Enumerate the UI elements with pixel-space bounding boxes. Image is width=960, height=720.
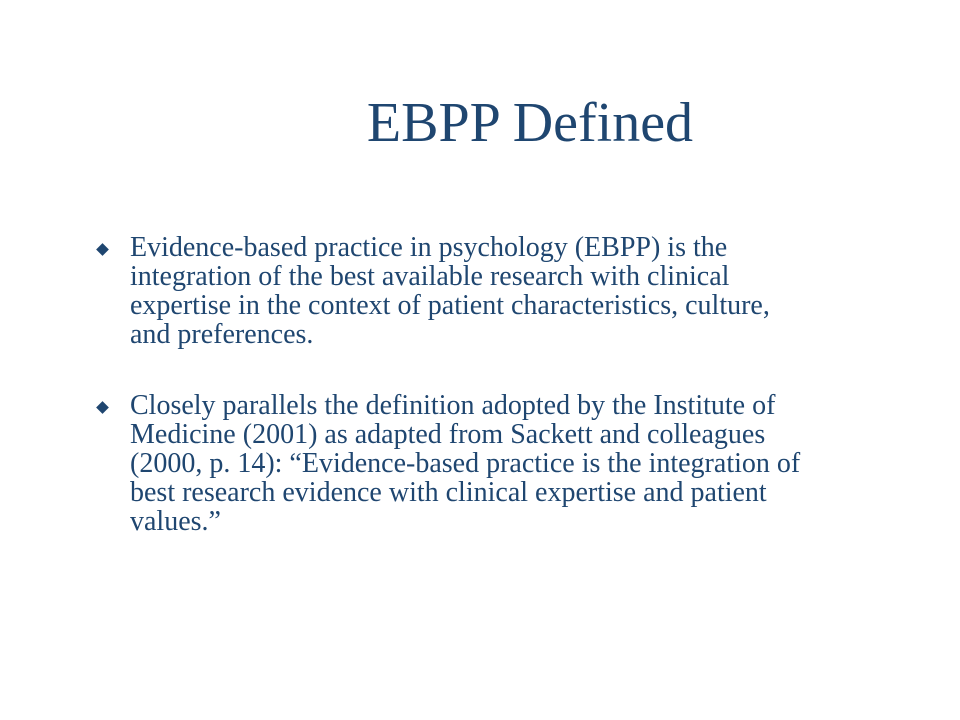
- bullet-line: (2000, p. 14): “Evidence-based practice is the integration of: [130, 448, 801, 479]
- diamond-bullet-icon: [96, 401, 109, 414]
- bullet-line: values.”: [130, 506, 221, 537]
- bullet-item: [96, 391, 906, 536]
- bullet-line: Evidence-based practice in psychology (EBPP) is the: [130, 232, 728, 263]
- bullet-line: expertise in the context of patient characteristics, culture,: [130, 290, 770, 321]
- bullet-line: best research evidence with clinical expertise and patient: [130, 477, 767, 508]
- diamond-bullet-icon: [96, 243, 109, 256]
- bullet-line: and preferences.: [130, 319, 314, 350]
- bullet-line: integration of the best available research with clinical: [130, 261, 730, 292]
- bullet-list: [96, 233, 906, 578]
- bullet-item: [96, 233, 906, 349]
- bullet-line: Medicine (2001) as adapted from Sackett and colleagues: [130, 419, 766, 450]
- slide-title: EBPP Defined: [366, 92, 694, 154]
- bullet-line: Closely parallels the definition adopted by the Institute of: [130, 390, 776, 421]
